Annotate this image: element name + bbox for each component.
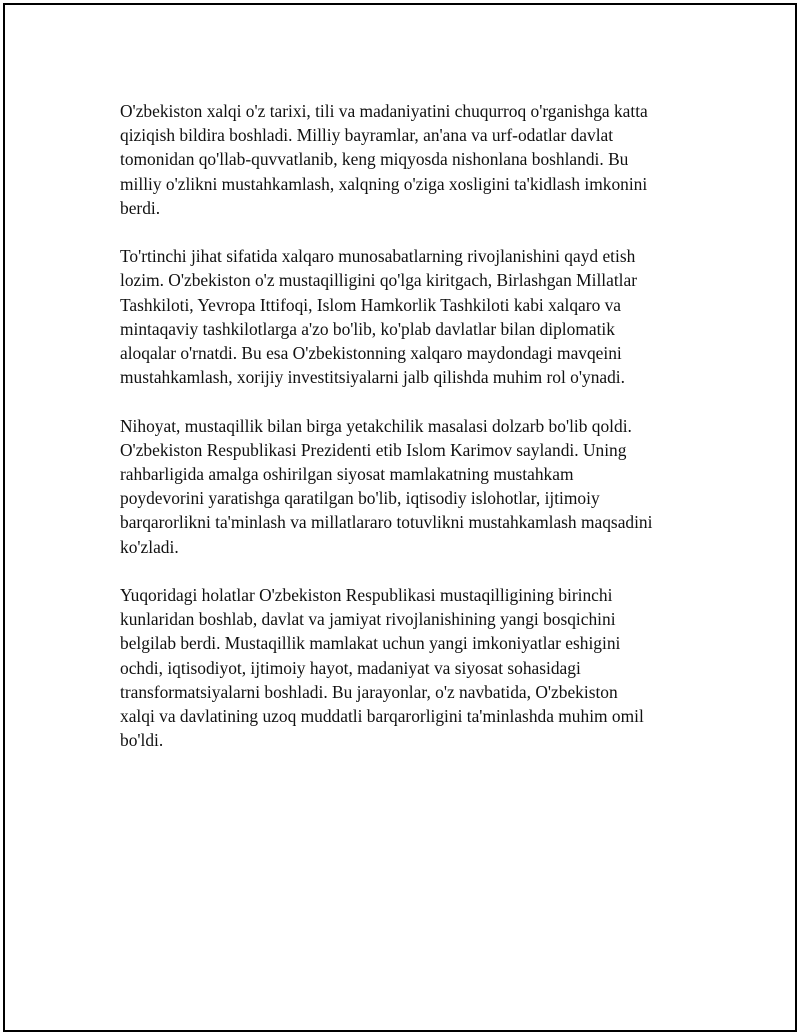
paragraph-1: O'zbekiston xalqi o'z tarixi, tili va madaniyatini chuqurroq o'rganishga katta qiziqish bildira boshladi. Milliy bayramlar, an'ana va urf-odatlar davlat tomonidan qo'llab-quvvatlanib, keng miqyosda nishonlana boshlandi. Bu milliy o'zlikni mustahkamlash, xalqning o'ziga xosligini ta'kidlash imkonini berdi. [120, 101, 648, 218]
paragraph-4: Yuqoridagi holatlar O'zbekiston Respublikasi mustaqilligining birinchi kunlaridan boshlab, davlat va jamiyat rivojlanishining yangi bosqichini belgilab berdi. Mustaqillik mamlakat uchun yangi imkoniyatlar eshigini ochdi, iqtisodiyot, ijtimoiy hayot, madaniyat va siyosat sohasidagi transformatsiyalarni boshladi. Bu jarayonlar, o'z navbatida, O'zbekiston xalqi va davlatining uzoq muddatli barqarorligini ta'minlashda muhim omil bo'ldi. [120, 585, 644, 751]
paragraph-2: To'rtinchi jihat sifatida xalqaro munosabatlarning rivojlanishini qayd etish lozim. O'zbekiston o'z mustaqilligini qo'lga kiritgach, Birlashgan Millatlar Tashkiloti, Yevropa Ittifoqi, Islom Hamkorlik Tashkiloti kabi xalqaro va mintaqaviy tashkilotlarga a'zo bo'lib, ko'plab davlatlar bilan diplomatik aloqalar o'rnatdi. Bu esa O'zbekistonning xalqaro maydondagi mavqeini mustahkamlash, xorijiy investitsiyalarni jalb qilishda muhim rol o'ynadi. [120, 246, 638, 388]
document-page [3, 3, 797, 1032]
document-body [120, 99, 690, 777]
paragraph-3: Nihoyat, mustaqillik bilan birga yetakchilik masalasi dolzarb bo'lib qoldi. O'zbekiston Respublikasi Prezidenti etib Islom Karimov saylandi. Uning rahbarligida amalga oshirilgan siyosat mamlakatning mustahkam poydevorini yaratishga qaratilgan bo'lib, iqtisodiy islohotlar, ijtimoiy barqarorlikni ta'minlash va millatlararo totuvlikni mustahkamlash maqsadini ko'zladi. [120, 415, 653, 557]
